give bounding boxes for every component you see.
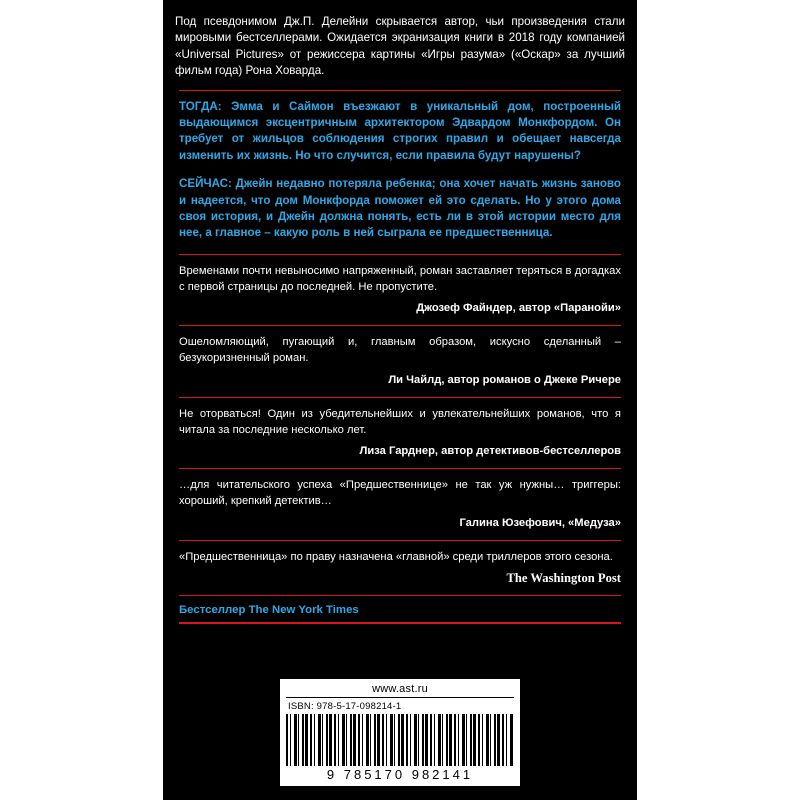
divider-top <box>179 90 621 91</box>
quote-text: Не оторваться! Один из убедительнейших и увлекательнейших романов, что я читала за последние несколько лет. <box>179 407 621 436</box>
divider-bestseller <box>179 595 621 596</box>
quote-block-1 <box>179 263 621 316</box>
barcode-digits: 9 785170 982141 <box>326 767 474 782</box>
book-back-cover <box>163 0 637 800</box>
quote-text: «Предшественница» по праву назначена «главной» среди триллеров этого сезона. <box>179 550 613 563</box>
quote-text: …для читательского успеха «Предшественнице» не так уж нужны… триггеры: хороший, крепкий детектив… <box>179 479 621 508</box>
divider-bottom <box>179 622 621 624</box>
quote-block-4 <box>179 477 621 530</box>
divider-quote-1 <box>179 325 621 326</box>
quote-attribution: Ли Чайлд, автор романов о Джеке Ричере <box>388 373 621 386</box>
publisher-website: www.ast.ru <box>286 683 514 698</box>
quote-block-2 <box>179 334 621 387</box>
quote-attribution: Джозеф Файндер, автор «Паранойи» <box>416 302 621 315</box>
divider-quote-4 <box>179 540 621 541</box>
divider-quote-2 <box>179 397 621 398</box>
quote-block-3 <box>179 406 621 459</box>
divider-quote-3 <box>179 468 621 469</box>
barcode-bars <box>286 714 514 766</box>
barcode-block <box>280 679 520 786</box>
quote-attribution: Лиза Гарднер, автор детективов-бестселлеров <box>359 445 621 458</box>
synopsis-now: СЕЙЧАС: Джейн недавно потеряла ребенка; она хочет начать жизнь заново и надеется, что дом Монкфорда поможет ей это сделать. Но у этого дома своя история, и Джейн должна понять, есть ли в этой истории место для нее, а главное – какую роль в ней сыграла ее предшественница. <box>179 177 621 240</box>
isbn-text: ISBN: 978-5-17-098214-1 <box>288 701 402 712</box>
quote-attribution: Галина Юзефович, «Медуза» <box>459 516 621 529</box>
quote-text: Временами почти невыносимо напряженный, роман заставляет теряться в догадках с первой страницы до последней. Не пропустите. <box>179 264 621 294</box>
quote-text: Ошеломляющий, пугающий и, главным образом, искусно сделанный – безукоризненный роман. <box>179 336 621 365</box>
synopsis-then: ТОГДА: Эмма и Саймон въезжают в уникальный дом, построенный выдающимся эксцентричным архитектором Эдвардом Монкфордом. Он требует от жильцов соблюдения строгих правил и обещает навсегда изменить их жизнь. Но что случится, если правила будут нарушены? <box>179 99 621 162</box>
quote-attribution: The Washington Post <box>506 570 621 585</box>
divider-quotes <box>179 254 621 255</box>
quote-block-5 <box>179 549 621 586</box>
bestseller-line: Бестселлер The New York Times <box>179 603 359 616</box>
intro-paragraph: Под псевдонимом Дж.П. Делейни скрывается автор, чьи произведения стали мировыми бестселлерами. Ожидается экранизация книги в 2018 году компанией «Universal Pictures» от режиссера картины «Игры разума» («Оскар» за лучший фильм года) Рона Ховарда. <box>175 15 625 78</box>
